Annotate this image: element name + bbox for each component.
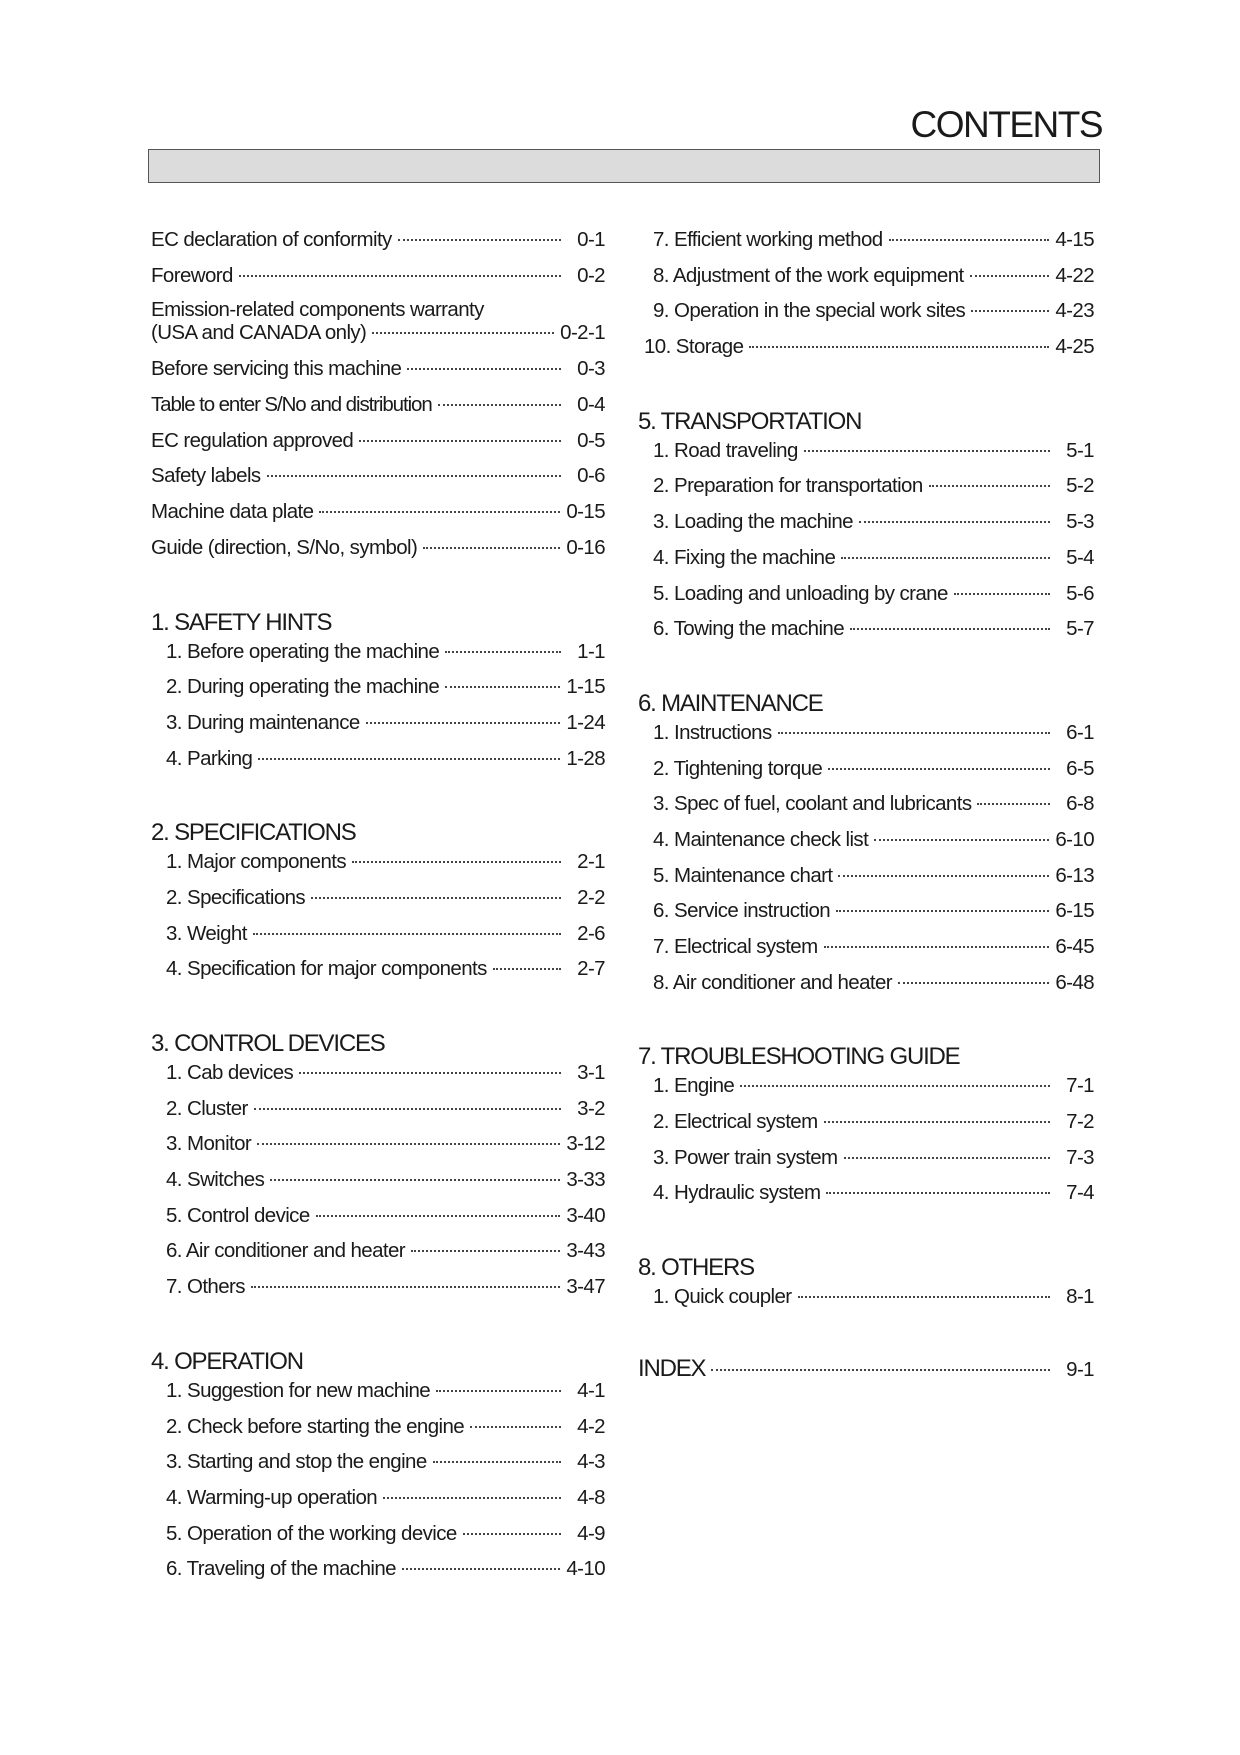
- toc-entry[interactable]: [151, 299, 605, 357]
- leader-dots: [398, 239, 561, 241]
- toc-entry-label: 1. Suggestion for new machine: [166, 1378, 431, 1402]
- section-heading[interactable]: 8. OTHERS: [638, 1254, 754, 1282]
- section-heading[interactable]: 4. OPERATION: [151, 1347, 303, 1375]
- toc-entry[interactable]: [151, 393, 605, 429]
- leader-dots: [798, 1296, 1050, 1298]
- toc-entry-page: 7-1: [1066, 1074, 1094, 1098]
- toc-entry-page: 0-15: [566, 500, 605, 524]
- toc-entry-label: Foreword: [151, 263, 233, 287]
- section-heading[interactable]: 3. CONTROL DEVICES: [151, 1030, 385, 1057]
- toc-entry-page: 1-15: [566, 675, 605, 699]
- toc-entry-label: 6. Air conditioner and heater: [166, 1239, 406, 1263]
- leader-dots: [711, 1369, 1050, 1371]
- toc-entry-page: 1-24: [566, 710, 605, 734]
- toc-entry[interactable]: [151, 922, 605, 958]
- leader-dots: [874, 839, 1049, 841]
- leader-dots: [436, 1390, 561, 1392]
- toc-index-page: 9-1: [1066, 1357, 1094, 1381]
- leader-dots: [402, 1568, 560, 1570]
- toc-entry[interactable]: [151, 1168, 605, 1204]
- leader-dots: [299, 1072, 561, 1074]
- toc-entry-label: 4. Fixing the machine: [653, 545, 836, 569]
- toc-entry-label: 8. Adjustment of the work equipment: [653, 263, 964, 287]
- toc-entry-label: 3. Spec of fuel, coolant and lubricants: [653, 792, 972, 816]
- toc-entry-page: 5-1: [1066, 438, 1094, 462]
- toc-entry[interactable]: [151, 850, 605, 886]
- toc-entry-page: 3-40: [566, 1203, 605, 1227]
- toc-entry-label: 6. Towing the machine: [653, 617, 845, 641]
- toc-entry-label: 1. Quick coupler: [653, 1285, 792, 1309]
- toc-entry-page: 4-3: [577, 1450, 605, 1474]
- toc-entry[interactable]: [151, 1486, 605, 1522]
- leader-dots: [838, 875, 1049, 877]
- toc-entry[interactable]: [638, 474, 1094, 510]
- toc-index-entry[interactable]: [638, 1355, 1094, 1391]
- leader-dots: [954, 593, 1050, 595]
- toc-entry[interactable]: [638, 757, 1094, 793]
- toc-left-column: [151, 228, 605, 1593]
- toc-entry[interactable]: [151, 957, 605, 993]
- leader-dots: [352, 861, 561, 863]
- toc-entry-label: 2. Tightening torque: [653, 756, 823, 780]
- toc-entry-label: Machine data plate: [151, 500, 314, 524]
- toc-entry[interactable]: [151, 264, 605, 300]
- toc-entry[interactable]: [638, 1074, 1094, 1110]
- leader-dots: [970, 275, 1050, 277]
- toc-entry-label: 2. During operating the machine: [166, 675, 440, 699]
- toc-entry-page: 6-48: [1055, 970, 1094, 994]
- toc-entry-label: 4. Warming-up operation: [166, 1485, 378, 1509]
- leader-dots: [423, 547, 560, 549]
- toc-entry-label: 5. Control device: [166, 1203, 310, 1227]
- header-bar: [148, 149, 1100, 183]
- leader-dots: [824, 946, 1050, 948]
- toc-entry-page: 0-6: [577, 464, 605, 488]
- leader-dots: [778, 732, 1050, 734]
- toc-entry-label: 1. Road traveling: [653, 438, 798, 462]
- toc-entry[interactable]: [638, 228, 1094, 264]
- leader-dots: [258, 758, 560, 760]
- toc-entry-page: 0-3: [577, 357, 605, 381]
- toc-entry-page: 4-25: [1055, 335, 1094, 359]
- toc-entry-label: 3. Weight: [166, 921, 247, 945]
- toc-entry-page: 1-1: [577, 639, 605, 663]
- toc-entry-page: 5-4: [1066, 545, 1094, 569]
- leader-dots: [438, 404, 561, 406]
- toc-entry[interactable]: [638, 935, 1094, 971]
- toc-entry-label: 2. Electrical system: [653, 1110, 818, 1134]
- leader-dots: [971, 310, 1049, 312]
- leader-dots: [850, 628, 1050, 630]
- toc-entry-label: EC declaration of conformity: [151, 228, 392, 251]
- toc-entry[interactable]: [638, 899, 1094, 935]
- leader-dots: [445, 686, 560, 688]
- toc-entry-page: 6-45: [1055, 935, 1094, 958]
- leader-dots: [889, 239, 1050, 241]
- toc-entry[interactable]: [638, 510, 1094, 546]
- leader-dots: [311, 897, 561, 899]
- toc-entry-page: 6-13: [1055, 863, 1094, 887]
- toc-entry-page: 0-2: [577, 263, 605, 287]
- toc-entry[interactable]: [638, 439, 1094, 475]
- toc-entry-page: 5-7: [1066, 617, 1094, 641]
- leader-dots: [841, 557, 1050, 559]
- leader-dots: [251, 1286, 560, 1288]
- toc-entry[interactable]: [151, 640, 605, 676]
- toc-entry[interactable]: [151, 357, 605, 393]
- toc-entry-label: Safety labels: [151, 464, 261, 488]
- toc-entry-page: 4-8: [577, 1485, 605, 1509]
- toc-entry-page: 1-28: [566, 746, 605, 770]
- toc-entry[interactable]: [638, 264, 1094, 300]
- toc-entry[interactable]: [151, 1415, 605, 1451]
- leader-dots: [372, 332, 554, 334]
- toc-entry-label: 2. Specifications: [166, 885, 306, 909]
- page-title: CONTENTS: [910, 104, 1102, 145]
- toc-entry-label: 2. Preparation for transportation: [653, 474, 923, 498]
- toc-entry-label: 7. Efficient working method: [653, 228, 883, 251]
- toc-entry-page: 3-33: [566, 1168, 605, 1192]
- leader-dots: [740, 1085, 1050, 1087]
- toc-entry-label: Table to enter S/No and distribution: [151, 393, 432, 417]
- section-heading[interactable]: 6. MAINTENANCE: [638, 689, 823, 717]
- toc-entry-page: 4-15: [1055, 228, 1094, 251]
- toc-entry-page: 4-10: [566, 1557, 605, 1581]
- toc-right-column: [638, 228, 1094, 1391]
- toc-entry-label: Before servicing this machine: [151, 357, 402, 381]
- toc-entry-page: 6-5: [1066, 756, 1094, 780]
- toc-entry[interactable]: [151, 500, 605, 536]
- toc-entry-label: 3. Monitor: [166, 1132, 252, 1156]
- toc-entry[interactable]: [638, 864, 1094, 900]
- toc-entry-page: 3-43: [566, 1239, 605, 1263]
- leader-dots: [257, 1143, 560, 1145]
- toc-entry[interactable]: [638, 617, 1094, 653]
- toc-entry-page: 4-9: [577, 1521, 605, 1545]
- toc-entry[interactable]: [638, 1110, 1094, 1146]
- toc-entry[interactable]: [151, 711, 605, 747]
- toc-entry[interactable]: [638, 1181, 1094, 1217]
- toc-entry[interactable]: [638, 828, 1094, 864]
- toc-entry[interactable]: [151, 675, 605, 711]
- toc-entry-page: 0-2-1: [560, 321, 605, 345]
- toc-entry-page: 0-5: [577, 428, 605, 452]
- toc-entry-page: 4-22: [1055, 263, 1094, 287]
- leader-dots: [267, 475, 561, 477]
- toc-entry-page: 3-47: [566, 1275, 605, 1299]
- section-heading[interactable]: 7. TROUBLESHOOTING GUIDE: [638, 1043, 960, 1071]
- toc-entry-label: 7. Others: [166, 1275, 245, 1299]
- leader-dots: [470, 1426, 561, 1428]
- section-heading[interactable]: 5. TRANSPORTATION: [638, 407, 862, 435]
- leader-dots: [836, 910, 1049, 912]
- toc-entry-page: 2-7: [577, 957, 605, 981]
- leader-dots: [359, 440, 561, 442]
- toc-entry-page: 3-2: [577, 1096, 605, 1120]
- toc-entry-page: 3-1: [577, 1061, 605, 1084]
- toc-entry-page: 0-1: [577, 228, 605, 251]
- toc-entry-page: 7-3: [1066, 1145, 1094, 1169]
- toc-entry-page: 5-6: [1066, 581, 1094, 605]
- toc-entry-label: 4. Switches: [166, 1168, 265, 1192]
- toc-entry-label: 4. Specification for major components: [166, 957, 487, 981]
- toc-entry-label: 9. Operation in the special work sites: [653, 299, 966, 323]
- leader-dots: [411, 1250, 560, 1252]
- toc-entry[interactable]: [151, 1522, 605, 1558]
- toc-entry-page: 6-15: [1055, 899, 1094, 923]
- toc-entry-label: Guide (direction, S/No, symbol): [151, 535, 418, 559]
- toc-entry-label: 5. Loading and unloading by crane: [653, 581, 948, 605]
- toc-entry-page: 0-4: [577, 393, 605, 417]
- toc-entry-label: 3. Starting and stop the engine: [166, 1450, 427, 1474]
- toc-entry-page: 6-8: [1066, 792, 1094, 816]
- toc-entry[interactable]: [638, 299, 1094, 335]
- toc-entry-page: 5-3: [1066, 510, 1094, 534]
- toc-entry[interactable]: [151, 429, 605, 465]
- toc-entry-page: 4-1: [577, 1378, 605, 1402]
- leader-dots: [804, 450, 1050, 452]
- leader-dots: [463, 1533, 561, 1535]
- toc-entry-page: 0-16: [566, 535, 605, 559]
- toc-entry-page: 6-10: [1055, 827, 1094, 851]
- toc-entry-label: 6. Service instruction: [653, 899, 831, 923]
- toc-entry[interactable]: [638, 546, 1094, 582]
- leader-dots: [824, 1121, 1050, 1123]
- toc-entry-page: 2-6: [577, 921, 605, 945]
- toc-entry-label: 3. During maintenance: [166, 710, 360, 734]
- toc-entry-label: 6. Traveling of the machine: [166, 1557, 396, 1581]
- leader-dots: [383, 1497, 561, 1499]
- toc-index-label: INDEX: [638, 1354, 706, 1382]
- toc-entry-label: 3. Power train system: [653, 1145, 838, 1169]
- toc-entry[interactable]: [151, 228, 605, 264]
- toc-entry[interactable]: [151, 1275, 605, 1311]
- leader-dots: [749, 346, 1049, 348]
- toc-entry-label: 2. Check before starting the engine: [166, 1414, 465, 1438]
- leader-dots: [844, 1157, 1051, 1159]
- leader-dots: [270, 1179, 560, 1181]
- leader-dots: [253, 933, 561, 935]
- toc-entry-label: 10. Storage: [644, 335, 744, 359]
- toc-entry-label: (USA and CANADA only): [151, 321, 367, 345]
- leader-dots: [407, 368, 561, 370]
- leader-dots: [826, 1192, 1050, 1194]
- leader-dots: [828, 768, 1050, 770]
- toc-entry[interactable]: [151, 886, 605, 922]
- toc-entry[interactable]: [151, 1557, 605, 1593]
- section-heading[interactable]: 2. SPECIFICATIONS: [151, 819, 356, 847]
- toc-entry[interactable]: [638, 721, 1094, 757]
- toc-entry-page: 4-2: [577, 1414, 605, 1438]
- toc-entry-label: 5. Operation of the working device: [166, 1521, 457, 1545]
- toc-entry[interactable]: [151, 1450, 605, 1486]
- leader-dots: [366, 722, 561, 724]
- toc-entry-page: 4-23: [1055, 299, 1094, 323]
- toc-entry-page: 8-1: [1066, 1285, 1094, 1309]
- leader-dots: [977, 803, 1050, 805]
- toc-entry-page: 7-2: [1066, 1110, 1094, 1134]
- toc-entry-label: 7. Electrical system: [653, 935, 818, 958]
- section-heading[interactable]: 1. SAFETY HINTS: [151, 608, 332, 636]
- toc-entry[interactable]: [151, 1061, 605, 1097]
- toc-entry[interactable]: [638, 335, 1094, 371]
- toc-entry[interactable]: [151, 1379, 605, 1415]
- toc-entry-label: 1. Before operating the machine: [166, 639, 440, 663]
- toc-entry-label-line1: Emission-related components warranty: [151, 298, 484, 322]
- toc-entry-label: 4. Parking: [166, 746, 253, 770]
- toc-entry-page: 2-1: [577, 850, 605, 874]
- toc-entry[interactable]: [151, 1097, 605, 1133]
- toc-entry[interactable]: [151, 464, 605, 500]
- toc-entry-page: 5-2: [1066, 474, 1094, 498]
- leader-dots: [929, 485, 1050, 487]
- toc-entry-label: 2. Cluster: [166, 1096, 248, 1120]
- toc-entry[interactable]: [151, 1239, 605, 1275]
- toc-entry[interactable]: [151, 1204, 605, 1240]
- toc-entry-page: 7-4: [1066, 1181, 1094, 1205]
- toc-entry-label: 1. Major components: [166, 850, 347, 874]
- toc-entry-label: 4. Hydraulic system: [653, 1181, 821, 1205]
- leader-dots: [493, 968, 561, 970]
- toc-entry[interactable]: [638, 582, 1094, 618]
- leader-dots: [319, 511, 560, 513]
- leader-dots: [239, 275, 561, 277]
- toc-entry[interactable]: [151, 536, 605, 572]
- leader-dots: [254, 1108, 561, 1110]
- toc-entry-label: 3. Loading the machine: [653, 510, 853, 534]
- toc-entry[interactable]: [638, 971, 1094, 1007]
- toc-entry-label: 8. Air conditioner and heater: [653, 970, 893, 994]
- toc-entry[interactable]: [638, 1146, 1094, 1182]
- leader-dots: [859, 521, 1050, 523]
- toc-entry-label: 1. Engine: [653, 1074, 735, 1098]
- toc-entry-label: 1. Instructions: [653, 720, 772, 744]
- toc-entry-label: 5. Maintenance chart: [653, 863, 833, 887]
- toc-entry-page: 3-12: [566, 1132, 605, 1156]
- leader-dots: [898, 982, 1049, 984]
- leader-dots: [433, 1461, 561, 1463]
- leader-dots: [316, 1215, 561, 1217]
- toc-entry-label: 4. Maintenance check list: [653, 827, 869, 851]
- toc-entry-label: 1. Cab devices: [166, 1061, 294, 1084]
- toc-entry-label: EC regulation approved: [151, 428, 354, 452]
- toc-entry[interactable]: [638, 792, 1094, 828]
- leader-dots: [445, 651, 561, 653]
- toc-entry[interactable]: [151, 747, 605, 783]
- toc-entry-page: 2-2: [577, 885, 605, 909]
- toc-entry[interactable]: [151, 1132, 605, 1168]
- toc-entry-page: 6-1: [1066, 720, 1094, 744]
- toc-entry[interactable]: [638, 1285, 1094, 1321]
